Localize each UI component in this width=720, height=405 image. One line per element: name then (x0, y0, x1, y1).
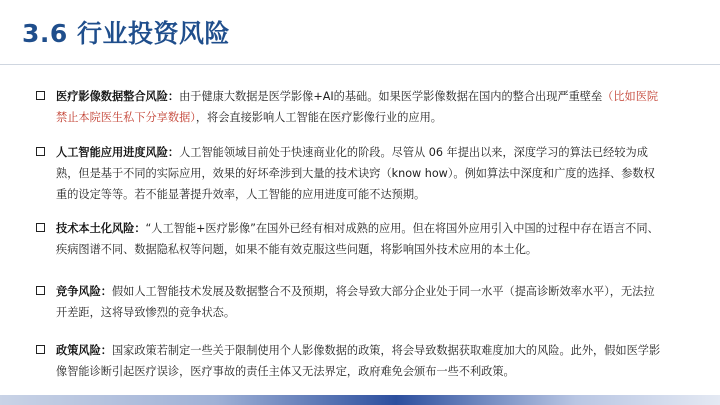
checkbox-bullet-icon (36, 91, 45, 100)
risk-description: 由于健康大数据是医学影像+AI的基础。如果医学影像数据在国内的整合出现严重壁垒 (179, 90, 603, 103)
risk-description: 人工智能领域目前处于快速商业化的阶段。尽管从 06 年提出以来，深度学习的算法已经较为成熟，但是基于不同的实际应用，效果的好坏牵涉到大量的技术诀窍（know how）。例如算法中深度和广度的选择、参数权重的设定等等。若不能显著提升效率，人工智能的应用进度可能不达预期。 (56, 146, 655, 201)
risk-item-policy (38, 340, 664, 382)
risk-item-text (38, 340, 664, 382)
risk-term: 人工智能应用进度风险： (56, 146, 180, 159)
checkbox-bullet-icon (36, 223, 45, 232)
slide-title: 3.6 行业投资风险 (22, 19, 230, 48)
risk-description-tail: ，将会直接影响人工智能在医疗影像行业的应用。 (195, 111, 442, 124)
risk-item-text (38, 218, 664, 260)
risk-description-highlight: （比如医院禁止本院医生私下分享数据） (56, 90, 659, 124)
risk-item-competition (38, 281, 664, 323)
footer-decorative-bar (0, 395, 720, 405)
risk-item-text (38, 142, 664, 205)
risk-item-localization (38, 218, 664, 260)
checkbox-bullet-icon (36, 345, 45, 354)
checkbox-bullet-icon (36, 147, 45, 156)
risk-item-ai-progress (38, 142, 664, 205)
risk-term: 政策风险： (56, 344, 112, 357)
risk-item-text (38, 281, 664, 323)
risk-term: 竞争风险： (56, 285, 112, 298)
risk-term: 技术本土化风险： (56, 222, 146, 235)
title-divider (0, 64, 720, 65)
risk-description: “人工智能+医疗影像”在国外已经有相对成熟的应用。但在将国外应用引入中国的过程中存在语言不同、疾病图谱不同、数据隐私权等问题，如果不能有效克服这些问题，将影响国外技术应用的本土化。 (56, 222, 659, 256)
risk-term: 医疗影像数据整合风险： (56, 90, 180, 103)
risk-item-text (38, 86, 664, 128)
risk-item-data-integration (38, 86, 664, 128)
risk-description: 国家政策若制定一些关于限制使用个人影像数据的政策，将会导致数据获取难度加大的风险。此外，假如医学影像智能诊断引起医疗误诊，医疗事故的责任主体又无法界定，政府难免会颁布一些不利政策。 (56, 344, 661, 378)
risk-description: 假如人工智能技术发展及数据整合不及预期，将会导致大部分企业处于同一水平（提高诊断效率水平），无法拉开差距，这将导致惨烈的竞争状态。 (56, 285, 655, 319)
checkbox-bullet-icon (36, 286, 45, 295)
